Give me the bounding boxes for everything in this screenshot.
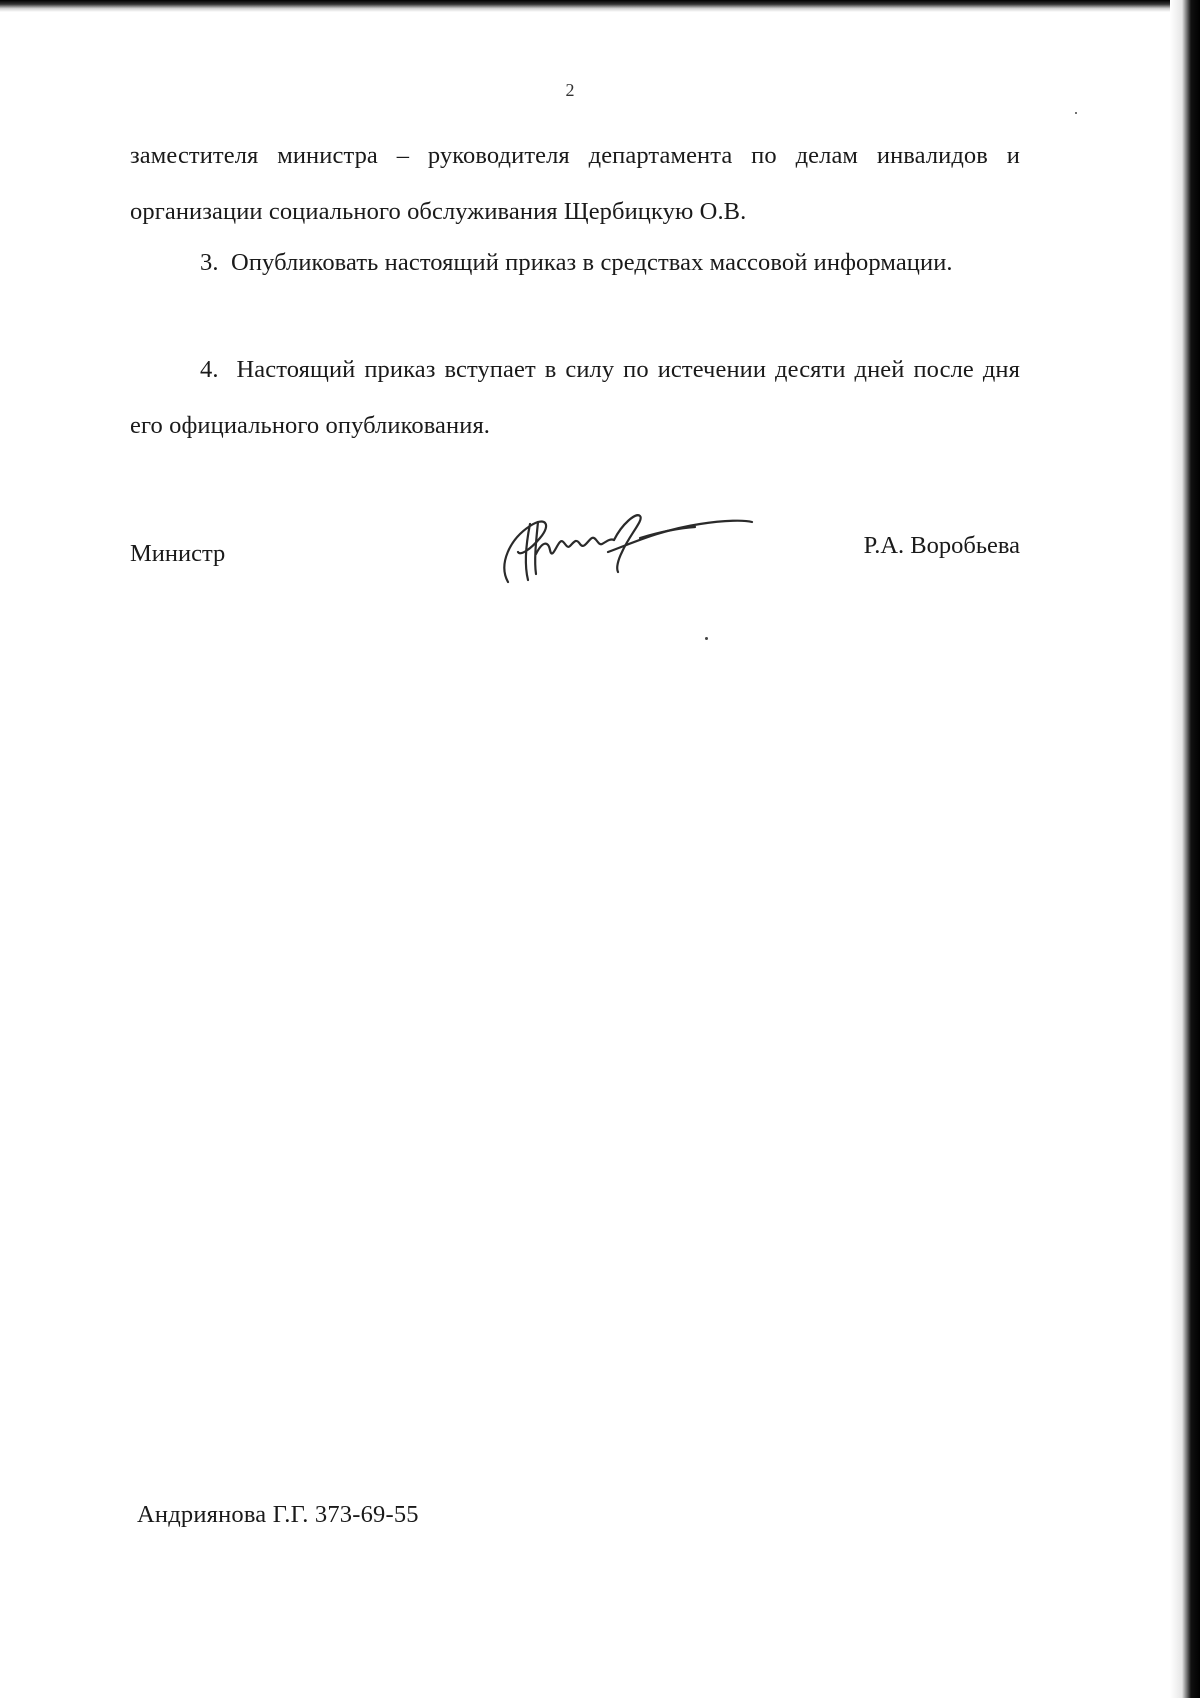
signatory-title: Министр xyxy=(130,540,226,567)
scan-edge-right xyxy=(1170,0,1200,1698)
page-number: 2 xyxy=(565,80,575,100)
paragraph-item-3 xyxy=(130,235,1020,291)
paragraph-continuation xyxy=(130,128,1020,240)
scan-speck xyxy=(1075,112,1077,114)
executor-contact: Андриянова Г.Г. 373-69-55 xyxy=(137,1501,419,1528)
paragraph-text: заместителя министра – руководителя департамента по делам инвалидов и организации социального обслуживания Щербицкую О.В. xyxy=(130,142,1020,225)
handwritten-signature xyxy=(490,494,760,594)
signature-block xyxy=(130,532,1020,612)
paragraph-text: Опубликовать настоящий приказ в средствах массовой информации. xyxy=(231,249,953,276)
scan-edge-top xyxy=(0,0,1200,12)
paragraph-item-4 xyxy=(130,342,1020,454)
paragraph-text: Настоящий приказ вступает в силу по истечении десяти дней после дня его официального опубликования. xyxy=(130,356,1021,439)
signatory-name: Р.А. Воробьева xyxy=(863,532,1020,559)
paragraph-number: 4. xyxy=(200,356,219,383)
paragraph-number: 3. xyxy=(200,249,219,276)
scan-speck xyxy=(705,637,708,640)
